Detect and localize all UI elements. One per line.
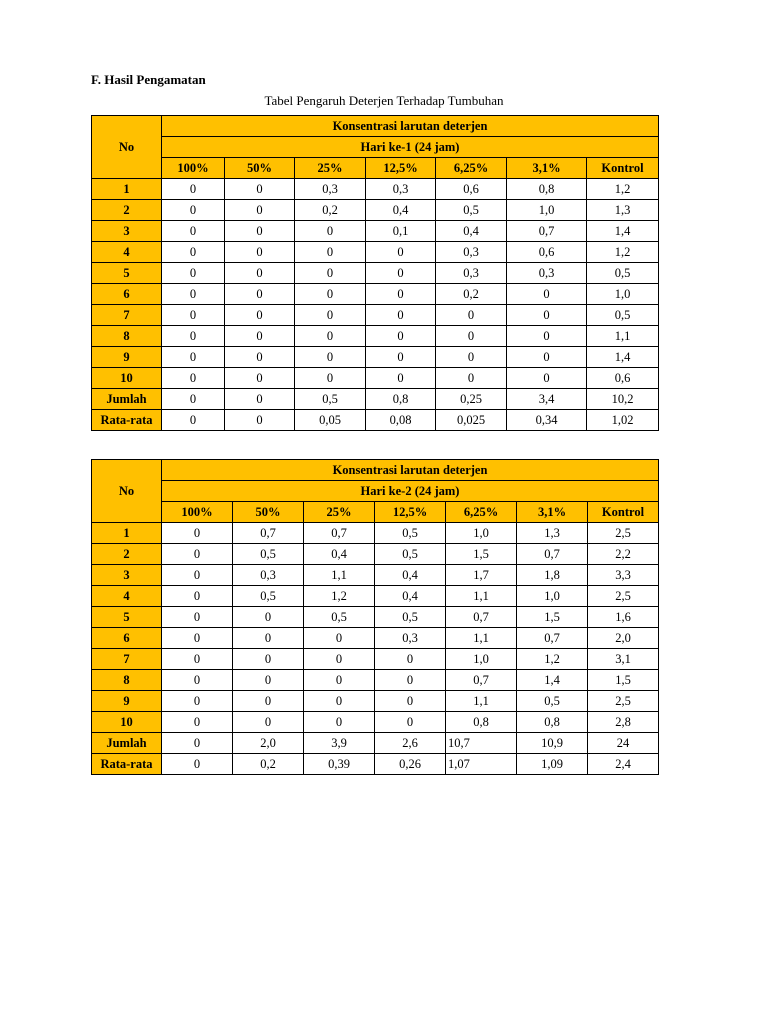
table-cell: 1,5 — [588, 670, 659, 691]
table-cell: 0,3 — [233, 565, 304, 586]
row-label: Rata-rata — [92, 754, 162, 775]
row-label: 4 — [92, 586, 162, 607]
table-cell: 0,3 — [295, 179, 366, 200]
table-cell: 1,1 — [446, 628, 517, 649]
table-cell: 1,1 — [446, 691, 517, 712]
column-header: 12,5% — [375, 502, 446, 523]
table-cell: 1,6 — [588, 607, 659, 628]
table-cell: 0,4 — [375, 565, 446, 586]
table-cell: 0,39 — [304, 754, 375, 775]
table-cell: 0,5 — [233, 544, 304, 565]
table-row — [92, 263, 659, 284]
table-cell: 0,26 — [375, 754, 446, 775]
row-label: 9 — [92, 347, 162, 368]
table-cell: 0 — [225, 410, 295, 431]
table-cell: 1,5 — [517, 607, 588, 628]
table-row — [92, 565, 659, 586]
table-cell: 0 — [295, 326, 366, 347]
table-cell: 3,9 — [304, 733, 375, 754]
table-cell: 0 — [304, 670, 375, 691]
table-cell: 0 — [366, 326, 436, 347]
no-header: No — [92, 116, 162, 179]
table-cell: 0 — [304, 628, 375, 649]
group-header: Konsentrasi larutan deterjen — [162, 116, 659, 137]
table-cell: 0,7 — [507, 221, 587, 242]
table-cell: 0 — [507, 326, 587, 347]
row-label: 1 — [92, 179, 162, 200]
table-cell: 0,7 — [304, 523, 375, 544]
table-row — [92, 733, 659, 754]
table-cell: 1,4 — [517, 670, 588, 691]
table-cell: 0 — [162, 649, 233, 670]
table-cell: 0,2 — [436, 284, 507, 305]
table-cell: 1,0 — [587, 284, 659, 305]
table-cell: 1,4 — [587, 221, 659, 242]
row-label: 8 — [92, 326, 162, 347]
table-cell: 10,2 — [587, 389, 659, 410]
table-cell: 0,7 — [446, 670, 517, 691]
table-cell: 1,2 — [587, 179, 659, 200]
table-cell: 0 — [162, 712, 233, 733]
table-cell: 0,5 — [375, 544, 446, 565]
row-label: 7 — [92, 305, 162, 326]
table-cell: 1,09 — [517, 754, 588, 775]
table-cell: 1,3 — [587, 200, 659, 221]
table-cell: 0,8 — [517, 712, 588, 733]
table-cell: 1,2 — [517, 649, 588, 670]
row-label: 5 — [92, 607, 162, 628]
table-cell: 0 — [295, 263, 366, 284]
table-cell: 0 — [162, 410, 225, 431]
table-row — [92, 754, 659, 775]
table-cell: 0 — [162, 263, 225, 284]
table-cell: 3,3 — [588, 565, 659, 586]
table-cell: 0,025 — [436, 410, 507, 431]
column-header: 6,25% — [436, 158, 507, 179]
row-label: 4 — [92, 242, 162, 263]
table-cell: 0,5 — [375, 607, 446, 628]
table-row — [92, 179, 659, 200]
column-header: 100% — [162, 502, 233, 523]
day-header: Hari ke-1 (24 jam) — [162, 137, 659, 158]
table-cell: 0,2 — [295, 200, 366, 221]
table-cell: 0,5 — [233, 586, 304, 607]
row-label: 8 — [92, 670, 162, 691]
section-title: F. Hasil Pengamatan — [91, 72, 206, 87]
table-cell: 2,4 — [588, 754, 659, 775]
table-cell: 0 — [225, 179, 295, 200]
table-cell: 0 — [304, 712, 375, 733]
table-cell: 0 — [162, 200, 225, 221]
column-header: 3,1% — [507, 158, 587, 179]
table-row — [92, 200, 659, 221]
group-header: Konsentrasi larutan deterjen — [162, 460, 659, 481]
table-row — [92, 221, 659, 242]
table-cell: 0 — [162, 389, 225, 410]
table-cell: 1,1 — [304, 565, 375, 586]
table-cell: 0 — [366, 368, 436, 389]
table-cell: 0 — [375, 712, 446, 733]
table-cell: 0 — [162, 347, 225, 368]
table-cell: 0 — [162, 242, 225, 263]
table-cell: 0 — [295, 305, 366, 326]
table-cell: 1,5 — [446, 544, 517, 565]
row-label: 7 — [92, 649, 162, 670]
table-cell: 0 — [225, 326, 295, 347]
table-cell: 0 — [507, 347, 587, 368]
column-header: 100% — [162, 158, 225, 179]
table-cell: 0 — [436, 305, 507, 326]
table-cell: 0 — [375, 691, 446, 712]
table-cell: 0,4 — [375, 586, 446, 607]
row-label: 6 — [92, 628, 162, 649]
no-header: No — [92, 460, 162, 523]
table-row — [92, 326, 659, 347]
column-header: 3,1% — [517, 502, 588, 523]
table-cell: 0 — [295, 221, 366, 242]
table-cell: 3,4 — [507, 389, 587, 410]
column-header: 50% — [225, 158, 295, 179]
table-cell: 0 — [162, 607, 233, 628]
table-caption-text: Tabel Pengaruh Deterjen Terhadap Tumbuhan — [264, 93, 504, 108]
table-row — [92, 649, 659, 670]
table-row — [92, 389, 659, 410]
table-cell: 10,7 — [446, 733, 517, 754]
table-cell: 0 — [507, 368, 587, 389]
row-label: Jumlah — [92, 733, 162, 754]
table-cell: 1,2 — [587, 242, 659, 263]
table-cell: 2,8 — [588, 712, 659, 733]
table-cell: 0,8 — [366, 389, 436, 410]
table-cell: 0 — [162, 284, 225, 305]
table-cell: 0,3 — [366, 179, 436, 200]
table-cell: 3,1 — [588, 649, 659, 670]
table-cell: 0 — [162, 305, 225, 326]
table-cell: 0,4 — [366, 200, 436, 221]
row-label: 1 — [92, 523, 162, 544]
column-header: Kontrol — [588, 502, 659, 523]
table-cell: 0,25 — [436, 389, 507, 410]
table-row — [92, 670, 659, 691]
table-cell: 0 — [233, 670, 304, 691]
table-row — [92, 284, 659, 305]
table-cell: 0 — [225, 347, 295, 368]
table-row — [92, 410, 659, 431]
table-cell: 0 — [375, 649, 446, 670]
table-cell: 2,6 — [375, 733, 446, 754]
table-row — [92, 368, 659, 389]
table-cell: 0,7 — [233, 523, 304, 544]
table-cell: 0 — [233, 649, 304, 670]
table-cell: 0 — [233, 691, 304, 712]
table-cell: 0 — [162, 565, 233, 586]
table-cell: 0 — [162, 586, 233, 607]
table-cell: 0,3 — [375, 628, 446, 649]
table-cell: 0,5 — [295, 389, 366, 410]
table-cell: 0,08 — [366, 410, 436, 431]
row-label: Rata-rata — [92, 410, 162, 431]
table-cell: 0 — [162, 326, 225, 347]
table-cell: 1,0 — [446, 523, 517, 544]
table-row — [92, 712, 659, 733]
table-cell: 0 — [233, 628, 304, 649]
table-cell: 0 — [225, 242, 295, 263]
table-cell: 0,5 — [436, 200, 507, 221]
row-label: 2 — [92, 200, 162, 221]
table-cell: 0 — [162, 754, 233, 775]
table-cell: 0 — [162, 523, 233, 544]
table-cell: 0 — [295, 347, 366, 368]
table-cell: 0,3 — [436, 263, 507, 284]
table-cell: 0 — [366, 263, 436, 284]
table-cell: 0 — [295, 368, 366, 389]
table-cell: 1,0 — [517, 586, 588, 607]
table-cell: 0,8 — [446, 712, 517, 733]
table-cell: 0,5 — [587, 263, 659, 284]
table-cell: 0,8 — [507, 179, 587, 200]
table-caption — [0, 93, 768, 109]
results-table-day-1 — [91, 115, 659, 431]
row-label: 6 — [92, 284, 162, 305]
table-cell: 0,4 — [436, 221, 507, 242]
table-cell: 0 — [375, 670, 446, 691]
table-cell: 0 — [304, 691, 375, 712]
table-cell: 0 — [366, 347, 436, 368]
table-cell: 1,8 — [517, 565, 588, 586]
table-cell: 0 — [162, 691, 233, 712]
table-cell: 0 — [162, 221, 225, 242]
table-cell: 1,07 — [446, 754, 517, 775]
table-cell: 0,7 — [517, 544, 588, 565]
table-cell: 0 — [366, 284, 436, 305]
table-cell: 2,5 — [588, 523, 659, 544]
table-cell: 0,6 — [587, 368, 659, 389]
table-row — [92, 586, 659, 607]
table-cell: 0 — [162, 544, 233, 565]
table-row — [92, 544, 659, 565]
table-cell: 0,1 — [366, 221, 436, 242]
table-cell: 0 — [436, 368, 507, 389]
table-cell: 0,5 — [304, 607, 375, 628]
column-header: 25% — [304, 502, 375, 523]
table-cell: 0 — [295, 284, 366, 305]
table-cell: 0 — [366, 305, 436, 326]
table-cell: 1,1 — [587, 326, 659, 347]
table-cell: 0,2 — [233, 754, 304, 775]
table-row — [92, 242, 659, 263]
table-row — [92, 347, 659, 368]
table-cell: 0 — [162, 368, 225, 389]
table-row — [92, 523, 659, 544]
table-row — [92, 607, 659, 628]
table-cell: 24 — [588, 733, 659, 754]
table-cell: 1,7 — [446, 565, 517, 586]
table-cell: 0 — [233, 607, 304, 628]
table-cell: 1,02 — [587, 410, 659, 431]
table-cell: 0,05 — [295, 410, 366, 431]
table-cell: 0,5 — [517, 691, 588, 712]
row-label: 3 — [92, 565, 162, 586]
results-table-day-2 — [91, 459, 659, 775]
row-label: Jumlah — [92, 389, 162, 410]
column-header: 6,25% — [446, 502, 517, 523]
table-cell: 0 — [162, 628, 233, 649]
table-cell: 0,6 — [436, 179, 507, 200]
table-cell: 0 — [225, 284, 295, 305]
table-cell: 0 — [162, 670, 233, 691]
row-label: 5 — [92, 263, 162, 284]
table-cell: 0 — [162, 733, 233, 754]
table-cell: 0 — [225, 263, 295, 284]
table-cell: 0 — [233, 712, 304, 733]
table-cell: 0 — [225, 200, 295, 221]
table-cell: 1,0 — [446, 649, 517, 670]
table-cell: 0,4 — [304, 544, 375, 565]
table-cell: 0 — [436, 326, 507, 347]
day-header: Hari ke-2 (24 jam) — [162, 481, 659, 502]
table-cell: 0 — [507, 284, 587, 305]
table-cell: 0 — [225, 305, 295, 326]
row-label: 10 — [92, 368, 162, 389]
table-cell: 0 — [295, 242, 366, 263]
row-label: 9 — [92, 691, 162, 712]
table-row — [92, 305, 659, 326]
column-header: 25% — [295, 158, 366, 179]
column-header: 50% — [233, 502, 304, 523]
table-cell: 10,9 — [517, 733, 588, 754]
table-cell: 1,0 — [507, 200, 587, 221]
table-cell: 2,0 — [588, 628, 659, 649]
table-cell: 0 — [436, 347, 507, 368]
table-cell: 0 — [225, 221, 295, 242]
table-row — [92, 691, 659, 712]
row-label: 3 — [92, 221, 162, 242]
table-cell: 1,2 — [304, 586, 375, 607]
table-cell: 0 — [162, 179, 225, 200]
table-cell: 2,2 — [588, 544, 659, 565]
table-cell: 1,4 — [587, 347, 659, 368]
table-cell: 1,1 — [446, 586, 517, 607]
table-cell: 0,3 — [436, 242, 507, 263]
column-header: Kontrol — [587, 158, 659, 179]
table-cell: 1,3 — [517, 523, 588, 544]
table-cell: 0 — [366, 242, 436, 263]
row-label: 10 — [92, 712, 162, 733]
table-cell: 0 — [304, 649, 375, 670]
table-cell: 0,5 — [587, 305, 659, 326]
table-row — [92, 628, 659, 649]
table-cell: 0,7 — [446, 607, 517, 628]
row-label: 2 — [92, 544, 162, 565]
table-cell: 0,6 — [507, 242, 587, 263]
table-cell: 2,5 — [588, 691, 659, 712]
table-cell: 2,0 — [233, 733, 304, 754]
table-cell: 0,7 — [517, 628, 588, 649]
table-cell: 2,5 — [588, 586, 659, 607]
table-cell: 0,5 — [375, 523, 446, 544]
column-header: 12,5% — [366, 158, 436, 179]
table-cell: 0 — [507, 305, 587, 326]
table-cell: 0,34 — [507, 410, 587, 431]
table-cell: 0,3 — [507, 263, 587, 284]
table-cell: 0 — [225, 368, 295, 389]
table-cell: 0 — [225, 389, 295, 410]
